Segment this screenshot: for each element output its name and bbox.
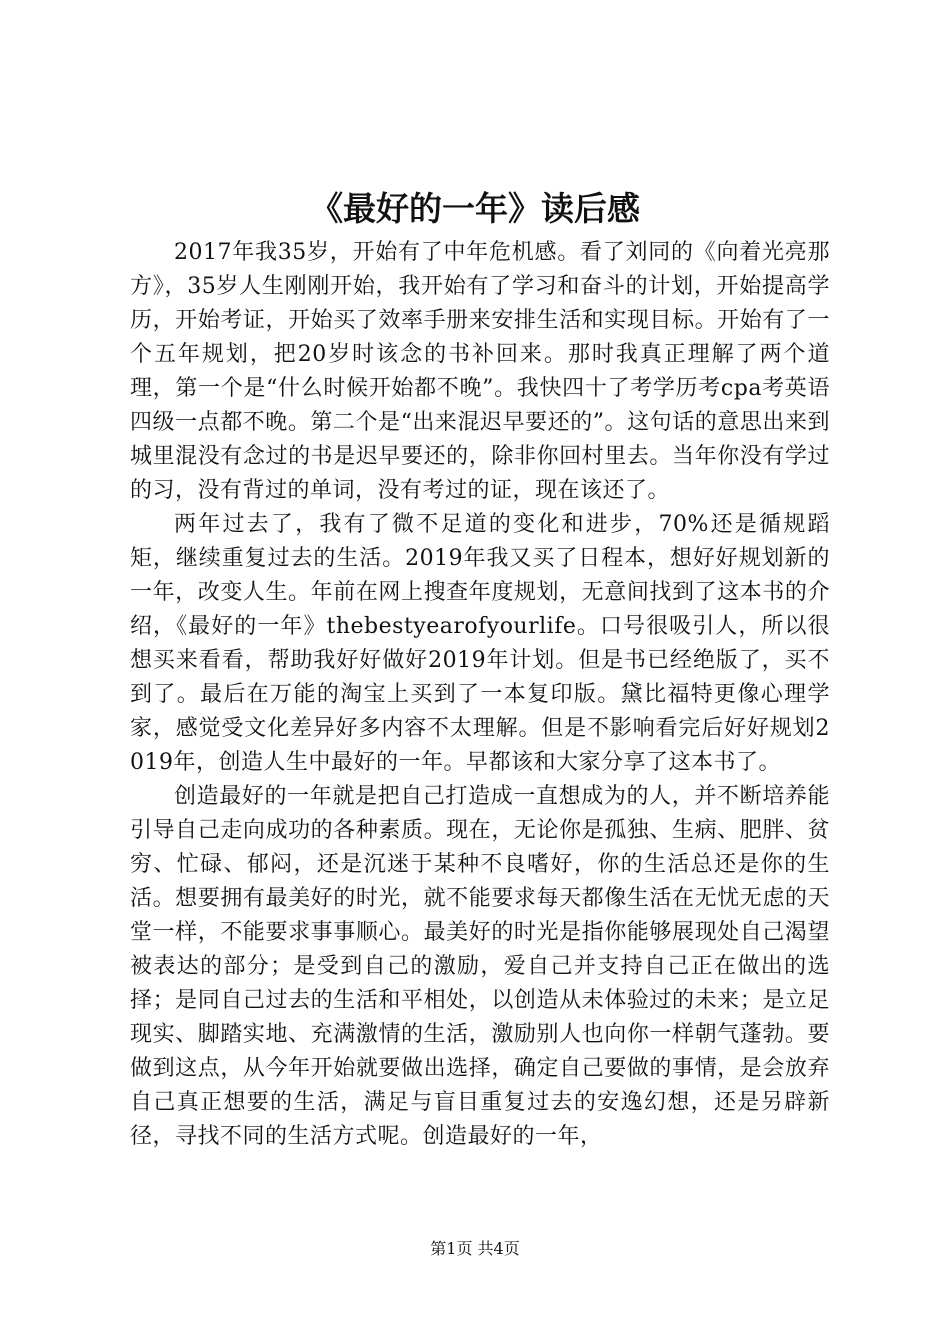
- document-body: [130, 236, 830, 1154]
- paragraph-2: 两年过去了，我有了微不足道的变化和进步，70%还是循规蹈矩，继续重复过去的生活。2019年我又买了日程本，想好好规划新的一年，改变人生。年前在网上搜查年度规划，无意间找到了这本书的介绍，《最好的一年》thebestyearofyourlife。口号很吸引人，所以很想买来看看，帮助我好好做好2019年计划。但是书已经绝版了，买不到了。最后在万能的淘宝上买到了一本复印版。黛比福特更像心理学家，感觉受文化差异好多内容不太理解。但是不影响看完后好好规划2019年，创造人生中最好的一年。早都该和大家分享了这本书了。: [130, 512, 830, 775]
- document-title: 《最好的一年》读后感: [310, 189, 640, 228]
- paragraph-1: 2017年我35岁，开始有了中年危机感。看了刘同的《向着光亮那方》，35岁人生刚刚开始，我开始有了学习和奋斗的计划，开始提高学历，开始考证，开始买了效率手册来安排生活和实现目标。开始有了一个五年规划，把20岁时该念的书补回来。那时我真正理解了两个道理，第一个是“什么时候开始都不晚”。我快四十了考学历考cpa考英语四级一点都不晚。第二个是“出来混迟早要还的”。这句话的意思出来到城里混没有念过的书是迟早要还的，除非你回村里去。当年你没有学过的习，没有背过的单词，没有考过的证，现在该还了。: [130, 240, 830, 503]
- paragraph-3: 创造最好的一年就是把自己打造成一直想成为的人，并不断培养能引导自己走向成功的各种素质。现在，无论你是孤独、生病、肥胖、贫穷、忙碌、郁闷，还是沉迷于某种不良嗜好，你的生活总还是你的生活。想要拥有最美好的时光，就不能要求每天都像生活在无忧无虑的天堂一样，不能要求事事顺心。最美好的时光是指你能够展现处自己渴望被表达的部分；是受到自己的激励，爱自己并支持自己正在做出的选择；是同自己过去的生活和平相处，以创造从未体验过的未来；是立足现实、脚踏实地、充满激情的生活，激励别人也向你一样朝气蓬勃。要做到这点，从今年开始就要做出选择，确定自己要做的事情，是会放弃自己真正想要的生活，满足与盲目重复过去的安逸幻想，还是另辟新径，寻找不同的生活方式呢。创造最好的一年，: [130, 784, 830, 1149]
- page-number-footer: 第1页 共4页: [430, 1239, 520, 1258]
